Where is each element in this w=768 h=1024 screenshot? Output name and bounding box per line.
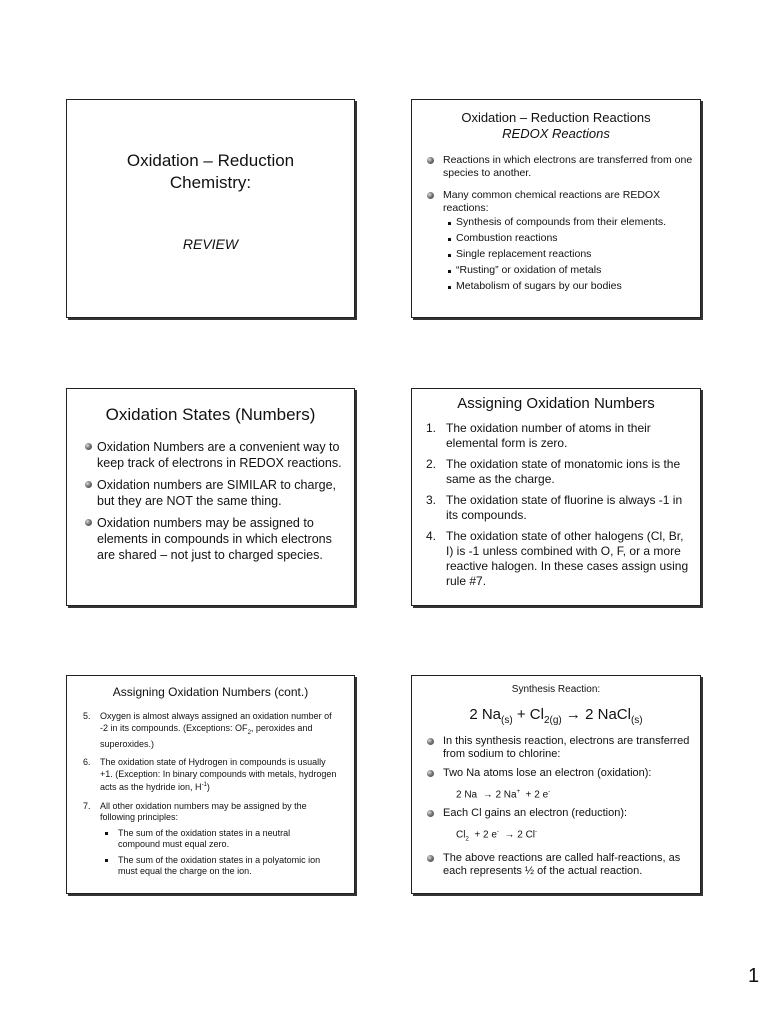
slide-oxidation-states	[66, 388, 355, 606]
bullet-text: The above reactions are called half-reactions, as each represents ½ of the actual reaction.	[443, 851, 681, 877]
bullet-text: Reactions in which electrons are transferred from one species to another.	[443, 154, 693, 179]
slide-assigning-oxidation-numbers-cont	[66, 675, 355, 894]
bullet-icon	[427, 157, 434, 164]
item-number: 3.	[426, 493, 437, 507]
item-number: 4.	[426, 529, 437, 543]
eq-subscript: 2	[465, 836, 469, 843]
numbered-item	[67, 711, 340, 750]
slide-title: Assigning Oxidation Numbers	[457, 395, 655, 412]
sub-item-text: The sum of the oxidation states in a polyatomic ion must equal the charge on the ion.	[118, 854, 321, 877]
bullet-icon	[427, 770, 434, 777]
slide-heading	[412, 100, 700, 142]
slide-title: Oxidation – Reduction Reactions	[461, 110, 651, 125]
bullet-text: In this synthesis reaction, electrons are transferred from sodium to chlorine:	[443, 735, 690, 760]
sub-item	[412, 278, 700, 294]
numbered-item	[412, 529, 690, 589]
sub-item	[412, 262, 700, 278]
sub-item-text: Single replacement reactions	[456, 248, 592, 260]
eq-superscript: -	[548, 789, 551, 795]
slide-title: Assigning Oxidation Numbers (cont.)	[112, 685, 309, 699]
reduction-half-reaction	[412, 825, 700, 846]
slide-title: Oxidation States (Numbers)	[105, 405, 316, 424]
bullet-text: Oxidation numbers may be assigned to elements in compounds in which electrons are shared – not just to charged species.	[97, 516, 332, 562]
item-text: The oxidation state of fluorine is always -1 in its compounds.	[446, 493, 683, 522]
item-text: Oxygen is almost always assigned an oxidation number of -2 in its compounds. (Exceptions: OF	[100, 711, 332, 733]
bullet-icon	[85, 481, 92, 488]
item-number: 1.	[426, 421, 437, 435]
sub-item-text: Synthesis of compounds from their elements.	[456, 216, 667, 228]
slide-title: Synthesis Reaction:	[511, 684, 601, 695]
eq-superscript: -	[535, 829, 538, 836]
sub-item	[412, 246, 700, 262]
bullet-item	[67, 515, 344, 563]
eq-superscript: +	[516, 789, 521, 795]
bullet-item	[412, 807, 694, 820]
bullet-icon	[427, 855, 434, 862]
square-bullet-icon	[105, 832, 108, 835]
slide-assigning-oxidation-numbers	[411, 388, 701, 606]
bullet-icon	[427, 738, 434, 745]
square-bullet-icon	[448, 286, 451, 289]
item-text: The oxidation state of monatomic ions is the same as the charge.	[446, 457, 681, 486]
eq-subscript: 2(g)	[543, 715, 562, 726]
bullet-icon	[427, 192, 434, 199]
sub-item-text: “Rusting” or oxidation of metals	[456, 264, 602, 276]
eq-term: 2 NaCl	[585, 706, 631, 723]
numbered-item	[412, 457, 690, 487]
slide-title	[66, 99, 355, 318]
item-number: 5.	[83, 711, 91, 721]
numbered-item	[67, 757, 340, 794]
bullet-item	[412, 735, 694, 761]
eq-term: 2 Na	[495, 789, 517, 801]
square-bullet-icon	[448, 238, 451, 241]
item-text: The oxidation state of Hydrogen in compounds is usually +1. (Exception: In binary compounds with metals, hydrogen acts as the hydride ion, H	[100, 757, 337, 793]
eq-term: 2 Cl	[517, 829, 536, 841]
numbered-item	[67, 801, 340, 824]
eq-subscript: (s)	[630, 715, 643, 726]
synthesis-equation	[412, 706, 700, 730]
square-bullet-icon	[448, 222, 451, 225]
eq-superscript: -	[496, 829, 499, 836]
sub-item-text: The sum of the oxidation states in a neutral compound must equal zero.	[118, 827, 291, 850]
bullet-item	[67, 439, 344, 471]
arrow-icon: →	[561, 706, 586, 723]
item-text-cont: )	[206, 782, 210, 793]
bullet-item	[412, 154, 694, 179]
bullet-icon	[427, 810, 434, 817]
eq-term: + 2 e	[474, 829, 497, 841]
item-text-cont: , peroxides and superoxides.)	[100, 722, 313, 749]
item-text: All other oxidation numbers may be assigned by the following principles:	[100, 800, 307, 823]
sub-item	[67, 855, 334, 878]
bullet-text: Two Na atoms lose an electron (oxidation):	[443, 767, 652, 779]
sub-item	[67, 828, 334, 851]
bullet-item	[412, 189, 694, 214]
title-line-1: Oxidation – Reduction	[126, 151, 295, 170]
item-number: 2.	[426, 457, 437, 471]
square-bullet-icon	[105, 859, 108, 862]
sub-item-text: Metabolism of sugars by our bodies	[456, 280, 622, 292]
bullet-text: Oxidation numbers are SIMILAR to charge, but they are NOT the same thing.	[97, 478, 337, 508]
sub-item	[412, 214, 700, 230]
item-text: The oxidation number of atoms in their elemental form is zero.	[446, 421, 651, 450]
eq-term: + 2 e	[525, 789, 549, 801]
item-text: The oxidation state of other halogens (Cl, Br, I) is -1 unless combined with O, F, or a more reactive halogen. In these cases assign using rule #7.	[446, 529, 689, 588]
slide-subtitle: REDOX Reactions	[502, 126, 610, 141]
eq-term: + Cl	[512, 706, 544, 723]
superscript: -1	[201, 782, 207, 789]
eq-term: Cl	[456, 829, 466, 841]
arrow-icon: →	[482, 789, 493, 801]
slide-synthesis-reaction	[411, 675, 701, 894]
page-number: 1	[748, 965, 760, 987]
title-line-2: Chemistry:	[169, 173, 252, 192]
bullet-item	[412, 852, 694, 878]
bullet-text: Oxidation Numbers are a convenient way to keep track of electrons in REDOX reactions.	[97, 440, 342, 470]
numbered-item	[412, 421, 690, 451]
sub-item-text: Combustion reactions	[456, 232, 558, 244]
numbered-item	[412, 493, 690, 523]
subscript: 2	[247, 729, 251, 736]
bullet-text: Many common chemical reactions are REDOX reactions:	[443, 189, 661, 214]
eq-term: 2 Na	[456, 789, 478, 801]
bullet-item	[412, 767, 694, 780]
oxidation-half-reaction	[412, 785, 700, 802]
review-label: REVIEW	[182, 236, 239, 252]
arrow-icon: →	[504, 829, 515, 841]
item-number: 7.	[83, 800, 91, 811]
bullet-icon	[85, 443, 92, 450]
sub-item	[412, 230, 700, 246]
slide-title-heading	[67, 150, 354, 194]
eq-subscript: (s)	[501, 715, 513, 726]
bullet-text: Each Cl gains an electron (reduction):	[443, 807, 628, 820]
square-bullet-icon	[448, 254, 451, 257]
eq-term: 2 Na	[469, 706, 502, 723]
item-number: 6.	[83, 757, 91, 768]
bullet-icon	[85, 519, 92, 526]
slide-redox-reactions	[411, 99, 701, 318]
bullet-item	[67, 477, 344, 509]
square-bullet-icon	[448, 270, 451, 273]
